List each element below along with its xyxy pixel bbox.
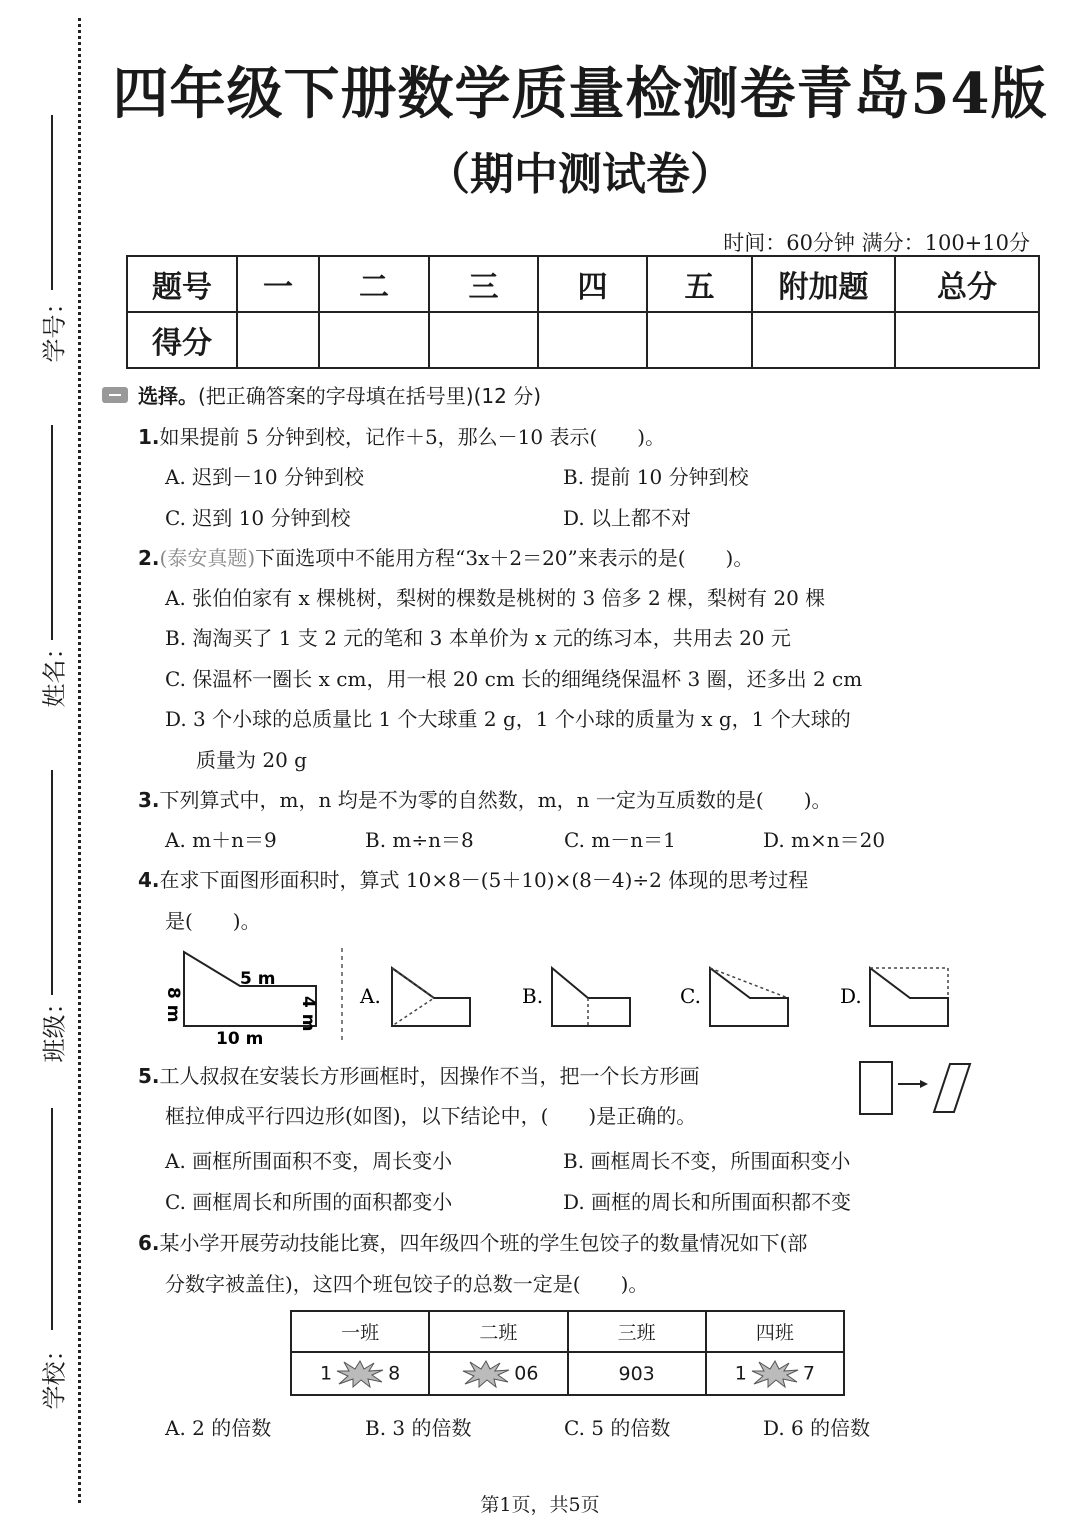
class-2-value <box>429 1352 567 1395</box>
dumpling-table <box>290 1310 845 1396</box>
shape-a-dashes <box>392 968 434 1026</box>
xuexiao-label: 学校： <box>40 1337 69 1410</box>
question-6-cont: 分数字被盖住)，这四个班包饺子的总数一定是( )。 <box>165 1272 649 1296</box>
section-title: 选择。 <box>138 384 198 408</box>
score-header-cell: 四 <box>538 256 647 312</box>
page-subtitle: （期中测试卷） <box>426 149 734 200</box>
class-header: 二班 <box>429 1311 567 1352</box>
frame-stretch-figure <box>856 1060 974 1118</box>
section-badge-icon <box>102 387 128 403</box>
score-header-cell: 一 <box>237 256 319 312</box>
q1-option-b[interactable]: B. 提前 10 分钟到校 <box>563 465 749 489</box>
q3-option-c[interactable]: C. m－n＝1 <box>564 828 676 852</box>
score-header-row <box>127 256 1039 312</box>
page-title: 四年级下册数学质量检测卷青岛54版 <box>112 61 1048 127</box>
q5-option-d[interactable]: D. 画框的周长和所围面积都不变 <box>563 1190 852 1214</box>
q6-option-b[interactable]: B. 3 的倍数 <box>365 1416 472 1440</box>
question-5-cont: 框拉伸成平行四边形(如图)，以下结论中，( )是正确的。 <box>165 1104 697 1128</box>
shape-b <box>552 968 630 1026</box>
dumpling-header-row <box>291 1311 844 1352</box>
xingming-line <box>51 425 53 640</box>
q4-figures <box>150 940 970 1050</box>
rectangle-shape <box>860 1062 892 1114</box>
q4-option-a[interactable]: A. <box>360 984 381 1008</box>
q2-option-c[interactable]: C. 保温杯一圈长 x cm，用一根 20 cm 长的细绳绕保温杯 3 圈，还多出 2 cm <box>165 667 863 691</box>
question-number: 6. <box>138 1231 160 1255</box>
banji-label: 班级： <box>40 990 69 1063</box>
q5-option-b[interactable]: B. 画框周长不变，所围面积变小 <box>563 1149 851 1173</box>
binding-dotted-line <box>78 18 81 1503</box>
trapezoid-figure <box>184 952 316 1026</box>
label-bottom: 10 m <box>216 1029 264 1049</box>
q2-option-b[interactable]: B. 淘淘买了 1 支 2 元的笔和 3 本单价为 x 元的练习本，共用去 20 元 <box>165 626 791 650</box>
class-header: 一班 <box>291 1311 429 1352</box>
parallelogram-shape <box>934 1064 970 1112</box>
score-header-cell: 三 <box>429 256 538 312</box>
page-footer: 第1页，共5页 <box>480 1494 600 1516</box>
class-header: 三班 <box>568 1311 706 1352</box>
q6-option-a[interactable]: A. 2 的倍数 <box>165 1416 272 1440</box>
question-5 <box>138 1060 700 1089</box>
exam-meta: 时间：60分钟 满分：100+10分 <box>723 231 1030 255</box>
class-header: 四班 <box>706 1311 844 1352</box>
digit: 1 <box>320 1362 333 1385</box>
banji-line <box>51 770 53 995</box>
question-text: 下面选项中不能用方程“3x＋2＝20”来表示的是( )。 <box>255 546 754 570</box>
question-text: 如果提前 5 分钟到校，记作＋5，那么－10 表示( )。 <box>159 425 666 449</box>
question-text: 工人叔叔在安装长方形画框时，因操作不当，把一个长方形画 <box>159 1064 700 1088</box>
q3-option-d[interactable]: D. m×n＝20 <box>763 828 886 852</box>
q3-option-a[interactable]: A. m＋n＝9 <box>165 828 277 852</box>
digit: 8 <box>388 1362 401 1385</box>
question-number: 1. <box>138 425 160 449</box>
label-top: 5 m <box>240 969 276 989</box>
q6-option-d[interactable]: D. 6 的倍数 <box>763 1416 871 1440</box>
q6-option-c[interactable]: C. 5 的倍数 <box>564 1416 671 1440</box>
score-row <box>127 312 1039 368</box>
question-number: 3. <box>138 788 160 812</box>
q4-option-c[interactable]: C. <box>680 984 701 1008</box>
question-4 <box>138 864 808 893</box>
question-text: 下列算式中，m，n 均是不为零的自然数，m，n 一定为互质数的是( )。 <box>159 788 832 812</box>
q4-option-b[interactable]: B. <box>522 984 544 1008</box>
dumpling-value-row <box>291 1352 844 1395</box>
q5-option-c[interactable]: C. 画框周长和所围的面积都变小 <box>165 1190 453 1214</box>
score-cell[interactable] <box>319 312 429 368</box>
shape-c <box>710 968 788 1026</box>
question-text: 某小学开展劳动技能比赛，四年级四个班的学生包饺子的数量情况如下(部 <box>159 1231 808 1255</box>
score-cell[interactable] <box>647 312 752 368</box>
shape-c-dashes <box>710 968 788 998</box>
class-4-value <box>706 1352 844 1395</box>
shape-d <box>870 968 948 1026</box>
score-header-cell: 总分 <box>895 256 1039 312</box>
label-right: 4 m <box>298 996 318 1032</box>
label-left: 8 m <box>163 987 183 1023</box>
digit: 1 <box>734 1362 747 1385</box>
score-header-cell: 附加题 <box>752 256 895 312</box>
score-cell[interactable] <box>429 312 538 368</box>
class-3-value: 903 <box>568 1352 706 1395</box>
ink-blot-icon <box>462 1360 510 1388</box>
question-number: 5. <box>138 1064 160 1088</box>
digit: 06 <box>514 1362 539 1385</box>
q2-option-a[interactable]: A. 张伯伯家有 x 棵桃树，梨树的棵数是桃树的 3 倍多 2 棵，梨树有 20 棵 <box>165 586 826 610</box>
score-cell[interactable] <box>752 312 895 368</box>
section-heading <box>102 380 541 409</box>
question-2 <box>138 542 753 571</box>
question-6 <box>138 1227 807 1256</box>
shape-d-dashes <box>870 968 948 998</box>
question-3 <box>138 784 832 813</box>
score-table <box>126 255 1040 369</box>
section-note: (把正确答案的字母填在括号里)(12 分) <box>198 384 542 408</box>
ink-blot-icon <box>751 1360 799 1388</box>
xuehao-label: 学号： <box>40 290 69 363</box>
xingming-label: 姓名： <box>40 635 69 708</box>
arrow-icon <box>920 1080 928 1088</box>
score-row-label: 得分 <box>127 312 237 368</box>
q1-option-a[interactable]: A. 迟到－10 分钟到校 <box>165 465 364 489</box>
question-1 <box>138 421 665 450</box>
question-number: 4. <box>138 868 160 892</box>
q5-option-a[interactable]: A. 画框所围面积不变，周长变小 <box>165 1149 453 1173</box>
question-4-cont: 是( )。 <box>165 909 261 933</box>
score-cell[interactable] <box>237 312 319 368</box>
q1-option-c[interactable]: C. 迟到 10 分钟到校 <box>165 506 351 530</box>
xuexiao-line <box>51 1108 53 1330</box>
score-header-cell: 二 <box>319 256 429 312</box>
class-1-value <box>291 1352 429 1395</box>
q1-option-d[interactable]: D. 以上都不对 <box>563 506 692 530</box>
digit: 7 <box>802 1362 815 1385</box>
score-cell[interactable] <box>538 312 647 368</box>
score-header-cell: 五 <box>647 256 752 312</box>
question-text: 在求下面图形面积时，算式 10×8－(5＋10)×(8－4)÷2 体现的思考过程 <box>159 868 809 892</box>
q2-option-d[interactable]: D. 3 个小球的总质量比 1 个大球重 2 g，1 个小球的质量为 x g，1 个大球的 <box>165 707 851 731</box>
ink-blot-icon <box>336 1360 384 1388</box>
score-cell[interactable] <box>895 312 1039 368</box>
q3-option-b[interactable]: B. m÷n＝8 <box>365 828 474 852</box>
q4-option-d[interactable]: D. <box>840 984 862 1008</box>
question-source: (泰安真题) <box>159 546 256 570</box>
question-number: 2. <box>138 546 160 570</box>
q2-option-d-cont: 质量为 20 g <box>196 748 307 772</box>
score-header-cell: 题号 <box>127 256 237 312</box>
